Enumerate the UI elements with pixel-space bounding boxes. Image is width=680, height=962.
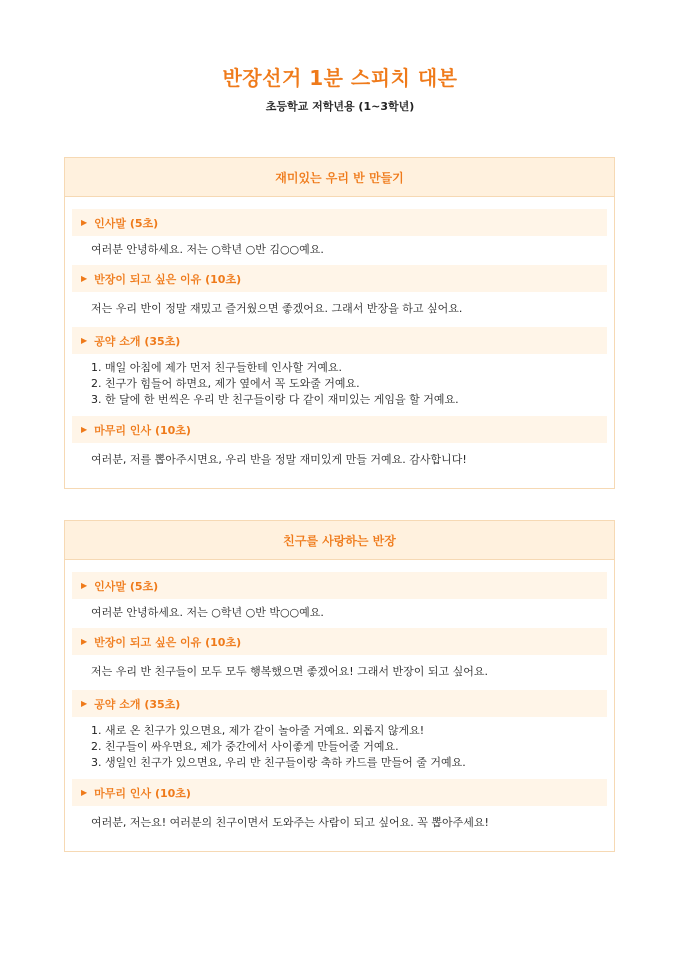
section-label: 인사말 (5초) [94, 579, 159, 593]
triangle-right-icon: ▶ [81, 274, 88, 283]
section-label: 마무리 인사 (10초) [94, 423, 191, 437]
script-card-1 [64, 157, 615, 489]
triangle-right-icon: ▶ [81, 425, 88, 434]
script-card-heading: 친구를 사랑하는 반장 [65, 521, 614, 560]
section-header-pledges [72, 327, 607, 354]
page-subtitle: 초등학교 저학년용 (1~3학년) [265, 100, 415, 113]
pledge-item: 3. 한 달에 한 번씩은 우리 반 친구들이랑 다 같이 재미있는 게임을 할 거예요. [91, 393, 459, 406]
triangle-right-icon: ▶ [81, 637, 88, 646]
pledge-item: 1. 새로 온 친구가 있으면요, 제가 같이 놀아줄 거예요. 외롭지 않게요! [91, 724, 425, 737]
triangle-right-icon: ▶ [81, 788, 88, 797]
section-header-reason [72, 628, 607, 655]
section-header-closing [72, 779, 607, 806]
script-card-heading: 재미있는 우리 반 만들기 [65, 158, 614, 197]
triangle-right-icon: ▶ [81, 699, 88, 708]
section-label: 인사말 (5초) [94, 216, 159, 230]
triangle-right-icon: ▶ [81, 218, 88, 227]
section-text-reason: 저는 우리 반 친구들이 모두 모두 행복했으면 좋겠어요! 그래서 반장이 되고 싶어요. [91, 665, 489, 678]
section-label: 공약 소개 (35초) [94, 334, 181, 348]
section-label: 반장이 되고 싶은 이유 (10초) [94, 272, 242, 286]
section-header-closing [72, 416, 607, 443]
pledge-item: 2. 친구가 힘들어 하면요, 제가 옆에서 꼭 도와줄 거예요. [91, 377, 360, 390]
section-header-reason [72, 265, 607, 292]
section-text-reason: 저는 우리 반이 정말 재밌고 즐거웠으면 좋겠어요. 그래서 반장을 하고 싶어요. [91, 302, 463, 315]
section-header-greeting [72, 209, 607, 236]
section-label: 마무리 인사 (10초) [94, 786, 191, 800]
pledge-item: 1. 매일 아침에 제가 먼저 친구들한테 인사할 거예요. [91, 361, 342, 374]
page-title: 반장선거 1분 스피치 대본 [222, 66, 458, 90]
triangle-right-icon: ▶ [81, 581, 88, 590]
section-text-greeting: 여러분 안녕하세요. 저는 ○학년 ○반 박○○예요. [91, 606, 324, 619]
script-card-body [65, 560, 614, 851]
script-card-body [65, 197, 614, 488]
section-header-greeting [72, 572, 607, 599]
pledge-list [72, 360, 607, 408]
section-header-pledges [72, 690, 607, 717]
section-text-closing: 여러분, 저는요! 여러분의 친구이면서 도와주는 사람이 되고 싶어요. 꼭 뽑아주세요! [91, 816, 489, 829]
pledge-list [72, 723, 607, 771]
section-label: 공약 소개 (35초) [94, 697, 181, 711]
section-text-greeting: 여러분 안녕하세요. 저는 ○학년 ○반 김○○예요. [91, 243, 324, 256]
pledge-item: 2. 친구들이 싸우면요, 제가 중간에서 사이좋게 만들어줄 거예요. [91, 740, 399, 753]
pledge-item: 3. 생일인 친구가 있으면요, 우리 반 친구들이랑 축하 카드를 만들어 줄 거예요. [91, 756, 466, 769]
section-label: 반장이 되고 싶은 이유 (10초) [94, 635, 242, 649]
section-text-closing: 여러분, 저를 뽑아주시면요, 우리 반을 정말 재미있게 만들 거예요. 감사합니다! [91, 453, 467, 466]
script-card-2 [64, 520, 615, 852]
triangle-right-icon: ▶ [81, 336, 88, 345]
